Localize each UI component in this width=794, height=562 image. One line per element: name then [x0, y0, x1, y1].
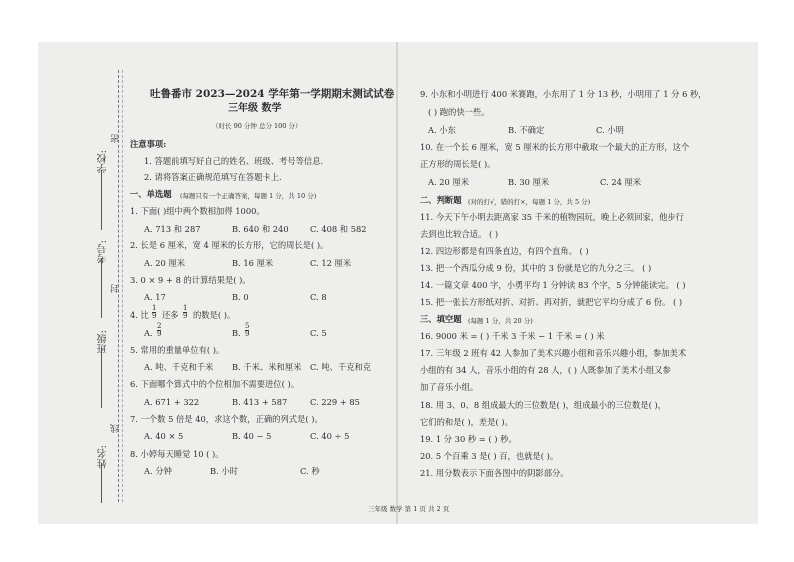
question-8: 8. 小婷每天睡觉 10 ( )。: [130, 449, 224, 459]
section1-note: (每题只有一个正确答案，每题 1 分，共 10 分): [180, 192, 317, 200]
question-15: 15. 把一张长方形纸对折、对折、再对折，就把它平均分成了 6 份。 ( ): [420, 297, 683, 307]
number-label: 考号:: [98, 240, 109, 264]
q3-option-b: B. 0: [232, 292, 249, 302]
question-10: 10. 在一个长 6 厘米，宽 5 厘米的长方形中截取一个最大的正方形，这个: [420, 142, 690, 152]
q7-option-b: B. 40 − 5: [232, 431, 272, 441]
section1-heading: 一、单选题: [130, 189, 172, 199]
section2-heading: 二、判断题: [420, 195, 462, 205]
notice-1: 1. 答题前填写好自己的姓名、班级、考号等信息.: [144, 156, 324, 166]
page-footer: 三年级 数学 第 1 页 共 2 页: [368, 505, 450, 513]
question-18-cont: 它们的和是( )，差是( )。: [420, 417, 513, 427]
question-18: 18. 用 3、0、8 组成最大的三位数是( )，组成最小的三位数是( )，: [420, 400, 666, 410]
exam-title: 吐鲁番市 2023—2024 学年第一学期期末测试试卷: [150, 88, 395, 100]
seal-char-3: 线: [111, 420, 121, 433]
q2-option-c: C. 12 厘米: [310, 258, 352, 268]
question-11: 11. 今天下午小明去距离家 35 千米的植物园玩，晚上必须回家，他步行: [420, 212, 684, 222]
q6-option-c: C. 229 + 85: [310, 397, 360, 407]
section3-heading: 三、填空题: [420, 314, 462, 324]
question-9-cont: ( ) 跑的快一些。: [428, 107, 490, 117]
q8-option-b: B. 小时: [210, 466, 238, 476]
notice-heading: 注意事项:: [130, 139, 167, 149]
q7-option-c: C. 40 ÷ 5: [310, 431, 350, 441]
seal-char-1: 密: [111, 130, 121, 143]
question-6: 6. 下面哪个算式中的个位相加不需要进位( )。: [130, 379, 300, 389]
q9-option-c: C. 小明: [596, 125, 624, 135]
q4-option-b-fraction: $\frac{5}{9}$: [245, 322, 250, 338]
school-blank: [101, 170, 102, 230]
question-17-cont: 小组的有 34 人，音乐小组的有 28 人，( ) 人既参加了美术小组又参: [420, 365, 671, 375]
q4-fraction-2: $\frac{1}{9}$: [183, 304, 188, 320]
q1-option-c: C. 408 和 582: [310, 224, 367, 234]
question-4-suffix: 的数是( )。: [193, 310, 236, 320]
question-3: 3. 0 × 9 + 8 的计算结果是( )。: [130, 275, 251, 285]
question-17: 17. 三年级 2 班有 42 人参加了美术兴趣小组和音乐兴趣小组，参加美术: [420, 348, 687, 358]
question-10-cont: 正方形的周长是( )。: [420, 159, 496, 169]
q8-option-c: C. 秒: [300, 466, 320, 476]
school-label: 学校:: [98, 150, 109, 174]
section2-note: (对的打√，错的打×，每题 1 分，共 5 分): [468, 198, 591, 206]
seal-char-2: 封: [111, 280, 121, 293]
question-1: 1. 下面( )组中两个数相加得 1000。: [130, 206, 265, 216]
question-16: 16. 9000 米 = ( ) 千米 3 千米 − 1 千米 = ( ) 米: [420, 331, 605, 341]
q6-option-a: A. 671 + 322: [144, 397, 200, 407]
q4-option-c: C. 5: [310, 328, 327, 338]
class-blank: [101, 348, 102, 408]
q4-option-a: A.: [144, 328, 153, 338]
section3-note: (每题 1 分，共 20 分): [468, 317, 533, 325]
q10-option-c: C. 24 厘米: [600, 177, 642, 187]
question-19: 19. 1 分 30 秒 = ( ) 秒。: [420, 434, 517, 444]
binding-line-inner: [122, 70, 123, 502]
number-blank: [101, 258, 102, 318]
time-note: （时长 90 分钟 总分 100 分）: [212, 122, 302, 130]
question-2: 2. 长是 6 厘米，宽 4 厘米的长方形，它的周长是( )。: [130, 240, 329, 250]
q2-option-b: B. 16 厘米: [232, 258, 274, 268]
q1-option-a: A. 713 和 287: [144, 224, 201, 234]
q4-option-a-fraction: $\frac{2}{9}$: [157, 322, 162, 338]
exam-subtitle: 三年级 数学: [228, 103, 282, 114]
q6-option-b: B. 413 + 587: [232, 397, 288, 407]
class-label: 班级:: [98, 330, 109, 354]
q10-option-b: B. 30 厘米: [508, 177, 550, 187]
question-14: 14. 一篇文章 400 字，小勇平均 1 分钟读 83 个字，5 分钟能读完。 ( ): [420, 280, 686, 290]
name-label: 姓名:: [98, 445, 109, 469]
q8-option-a: A. 分钟: [144, 466, 172, 476]
question-5: 5. 常用的重量单位有( )。: [130, 345, 225, 355]
page-fold: [396, 42, 398, 524]
q3-option-c: C. 8: [310, 292, 327, 302]
name-blank: [101, 463, 102, 503]
question-13: 13. 把一个西瓜分成 9 份，其中的 3 份就是它的九分之三。 ( ): [420, 263, 652, 273]
q2-option-a: A. 20 厘米: [144, 258, 186, 268]
q3-option-a: A. 17: [144, 292, 166, 302]
question-4-middle: 还多: [162, 310, 179, 320]
question-11-cont: 去到也比较合适。 ( ): [420, 229, 499, 239]
q10-option-a: A. 20 厘米: [428, 177, 470, 187]
question-12: 12. 四边形都是有四条直边，有四个直角。 ( ): [420, 246, 589, 256]
q5-option-c: C. 吨、千克和克: [310, 362, 372, 372]
q5-option-a: A. 吨、千克和千米: [144, 362, 214, 372]
q5-option-b: B. 千米、米和厘米: [232, 362, 302, 372]
q4-fraction-1: $\frac{1}{9}$: [152, 304, 157, 320]
question-21: 21. 用分数表示下面各图中的阴影部分。: [420, 468, 569, 478]
question-4-prefix: 4. 比: [130, 310, 149, 320]
notice-2: 2. 请将答案正确规范填写在答题卡上.: [144, 172, 282, 182]
question-20: 20. 5 个百乘 3 是( ) 百，也就是( )。: [420, 451, 559, 461]
q4-option-b: B.: [232, 328, 241, 338]
q9-option-a: A. 小东: [428, 125, 456, 135]
q7-option-a: A. 40 × 5: [144, 431, 184, 441]
q1-option-b: B. 640 和 240: [232, 224, 289, 234]
question-17-cont2: 加了音乐小组。: [420, 382, 479, 392]
question-7: 7. 一个数 5 倍是 40，求这个数，正确的列式是( )。: [130, 414, 323, 424]
q9-option-b: B. 不确定: [508, 125, 545, 135]
question-9: 9. 小东和小明进行 400 米赛跑，小东用了 1 分 13 秒，小明用了 1 分 6 秒，: [420, 89, 707, 99]
